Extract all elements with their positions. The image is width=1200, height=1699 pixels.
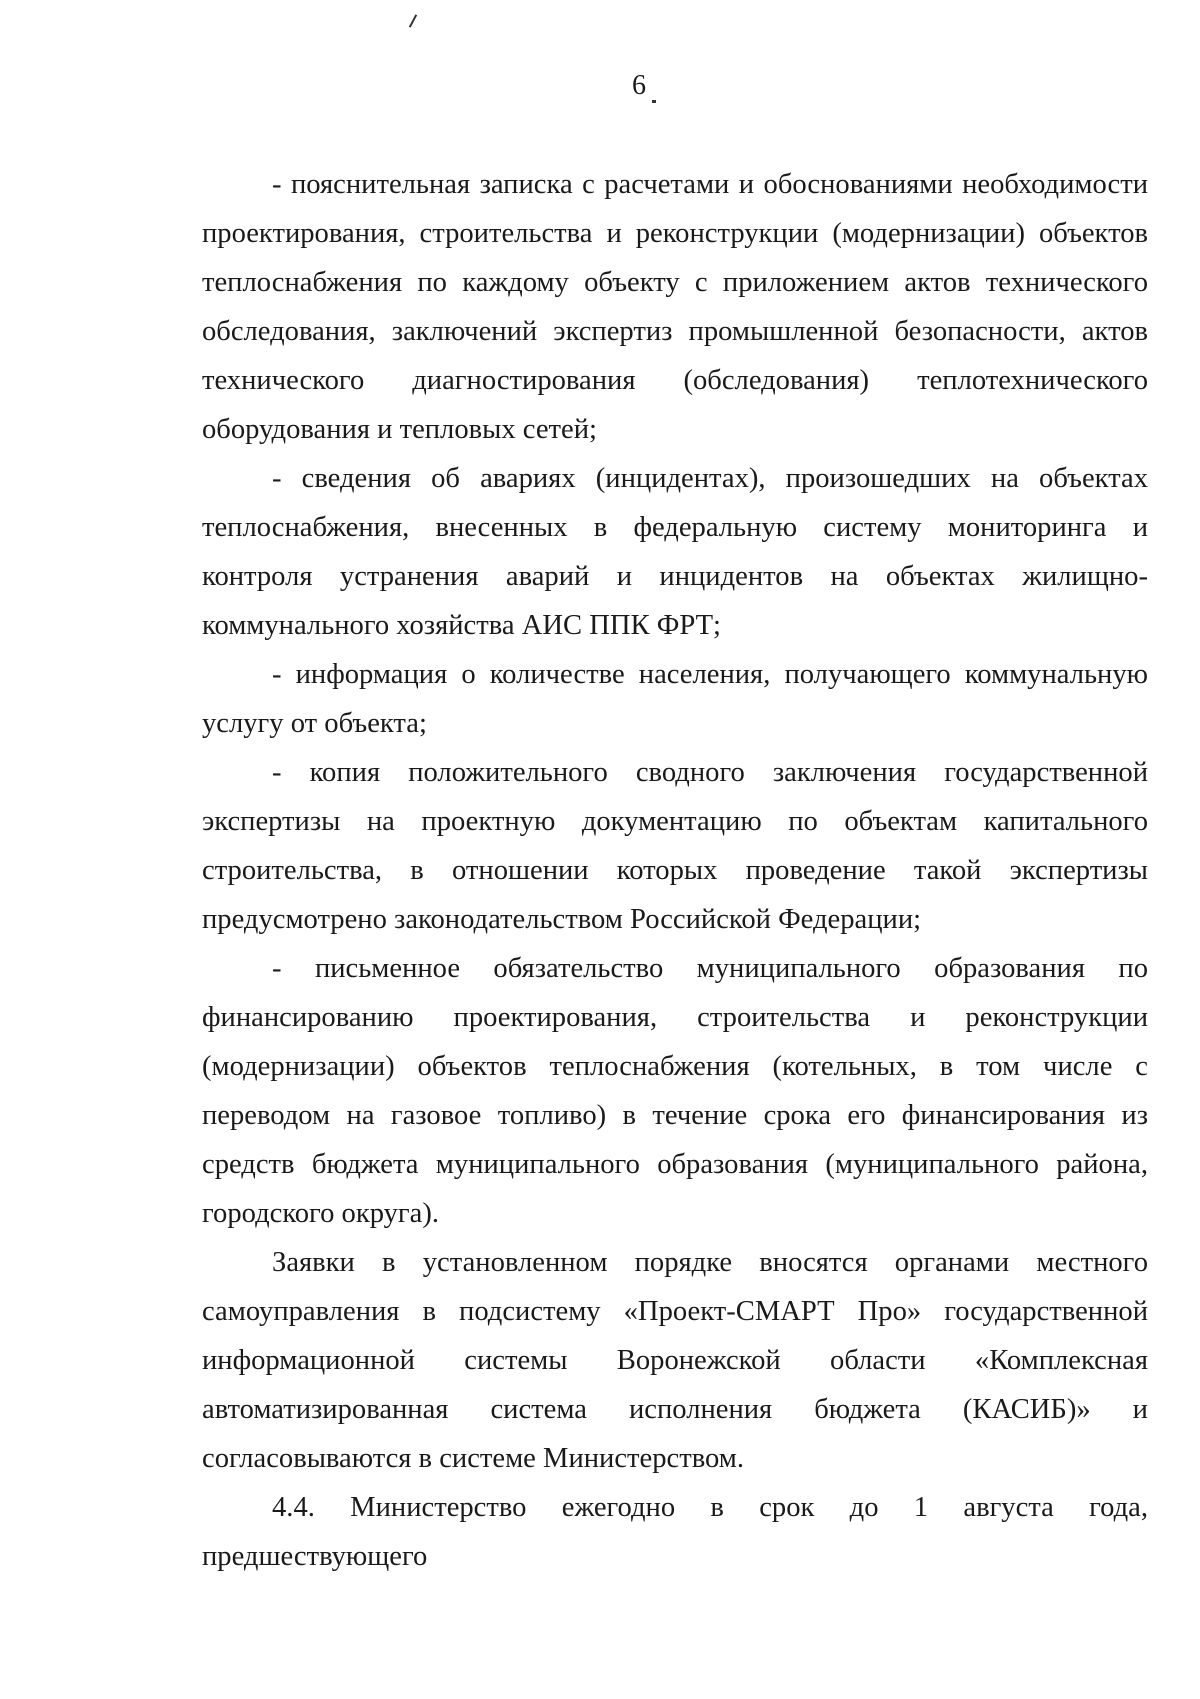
paragraph-population-info: - информация о количестве населения, получающего коммунальную услугу от объекта; (202, 659, 1148, 739)
document-body (202, 160, 1148, 1581)
paragraph-explanatory-note: - пояснительная записка с расчетами и обоснованиями необходимости проектирования, строительства и реконструкции (модернизации) объектов теплоснабжения по каждому объекту с приложением актов технического обследования, заключений экспертиз промышленной безопасности, актов технического диагностирования (обследования) теплотехнического оборудования и тепловых сетей; (202, 169, 1148, 445)
paragraph-accident-info: - сведения об авариях (инцидентах), произошедших на объектах теплоснабжения, внесенных в федеральную систему мониторинга и контроля устранения аварий и инцидентов на объектах жилищно-коммунального хозяйства АИС ППК ФРТ; (202, 463, 1148, 641)
page-number: 6 (632, 70, 646, 101)
paragraph-expertise-copy: - копия положительного сводного заключения государственной экспертизы на проектную документацию по объектам капитального строительства, в отношении которых проведение такой экспертизы предусмотрено законодательством Российской Федерации; (202, 757, 1148, 935)
paragraph-applications: Заявки в установленном порядке вносятся органами местного самоуправления в подсистему «Проект-СМАРТ Про» государственной информационной системы Воронежской области «Комплексная автоматизированная система исполнения бюджета (КАСИБ)» и согласовываются в системе Министерством. (202, 1247, 1148, 1474)
scan-mark (409, 14, 417, 27)
paragraph-written-obligation: - письменное обязательство муниципального образования по финансированию проектирования, строительства и реконструкции (модернизации) объектов теплоснабжения (котельных, в том числе с переводом на газовое топливо) в течение срока его финансирования из средств бюджета муниципального образования (муниципального района, городского округа). (202, 953, 1148, 1229)
paragraph-section-4-4: 4.4. Министерство ежегодно в срок до 1 августа года, предшествующего (202, 1492, 1148, 1572)
